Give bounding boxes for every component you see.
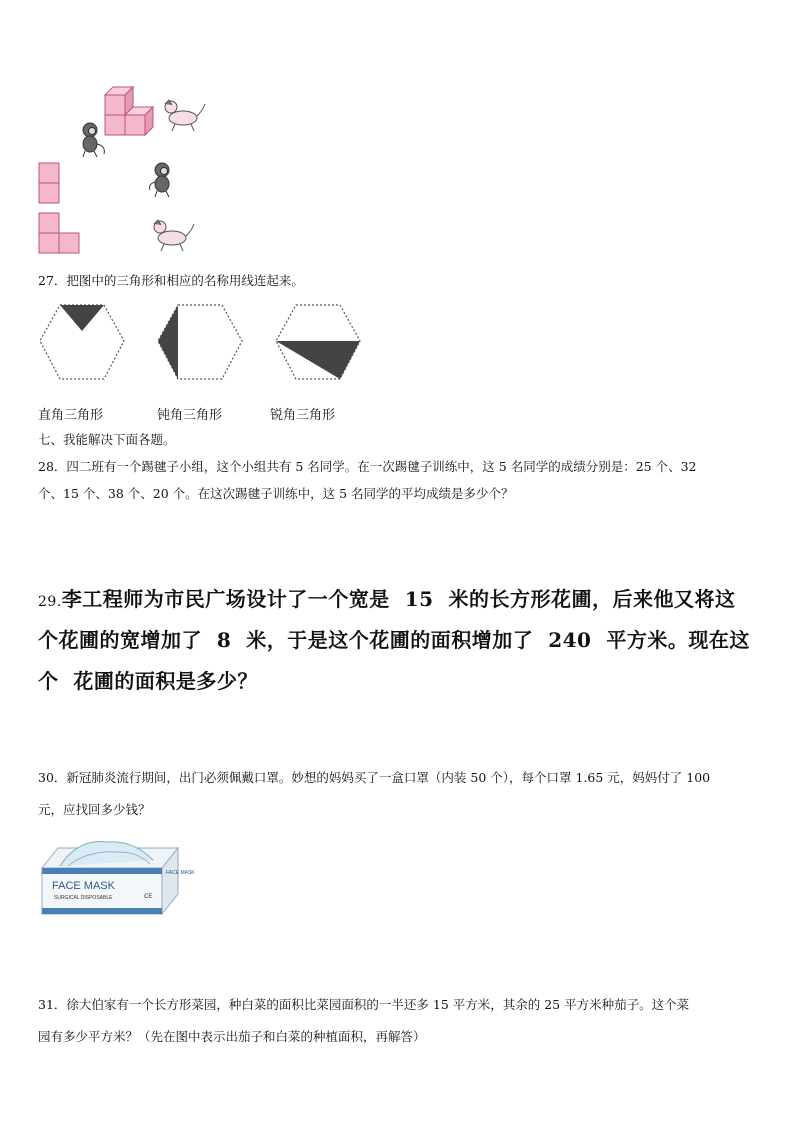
label-right-triangle: 直角三角形 <box>38 408 104 423</box>
cube-view-figure <box>35 80 215 260</box>
question-29-number: 29. <box>38 594 62 610</box>
cube-stack <box>105 87 153 135</box>
monkey-icon-2 <box>150 163 169 197</box>
triangle-right <box>276 341 360 379</box>
question-29-text1: 李工程师为市民广场设计了一个宽是 15 米的长方形花圃，后来他又将这 <box>61 587 736 611</box>
dog-icon-2 <box>154 220 194 251</box>
mask-box-subtitle: SURGICAL DISPOSABLE <box>54 895 113 901</box>
section-title: 七、我能解决下面各题。 <box>38 432 176 447</box>
mask-box-ce-mark: CE <box>144 894 153 900</box>
triangle-obtuse <box>158 305 178 379</box>
mask-box-side-title: FACE MASK <box>166 870 195 876</box>
question-31-line2: 园有多少平方米？（先在图中表示出茄子和白菜的种植面积，再解答） <box>38 1029 426 1044</box>
view-front <box>39 163 59 203</box>
question-29-line3: 个 花圃的面积是多少？ <box>38 669 258 693</box>
mask-box-image <box>38 830 195 922</box>
question-31-line1: 31．徐大伯家有一个长方形菜园，种白菜的面积比菜园面积的一半还多 15 平方米，其余的 25 平方米种茄子。这个菜 <box>38 997 690 1012</box>
question-29-line2: 个花圃的宽增加了 8 米，于是这个花圃的面积增加了 240 平方米。现在这 <box>38 628 750 652</box>
label-obtuse-triangle: 钝角三角形 <box>157 408 223 423</box>
question-28-line2: 个、15 个、38 个、20 个。在这次踢毽子训练中，这 5 名同学的平均成绩是多少个？ <box>38 486 514 501</box>
question-27: 27．把图中的三角形和相应的名称用线连起来。 <box>38 273 304 288</box>
hexagon-figures <box>38 303 368 383</box>
question-28-line1: 28．四二班有一个踢毽子小组，这个小组共有 5 名同学。在一次踢毽子训练中，这 5 名同学的成绩分别是：25 个、32 <box>38 459 697 474</box>
triangle-acute <box>60 305 104 331</box>
label-acute-triangle: 锐角三角形 <box>270 408 336 423</box>
mask-box-title: FACE MASK <box>52 880 115 892</box>
monkey-icon <box>83 123 104 157</box>
question-30-line2: 元，应找回多少钱？ <box>38 802 151 817</box>
question-29-line1 <box>38 578 735 623</box>
view-side <box>39 213 79 253</box>
dog-icon <box>165 100 205 131</box>
question-30-line1: 30．新冠肺炎流行期间，出门必须佩戴口罩。妙想的妈妈买了一盒口罩（内装 50 个），每个口罩 1.65 元，妈妈付了 100 <box>38 770 711 785</box>
